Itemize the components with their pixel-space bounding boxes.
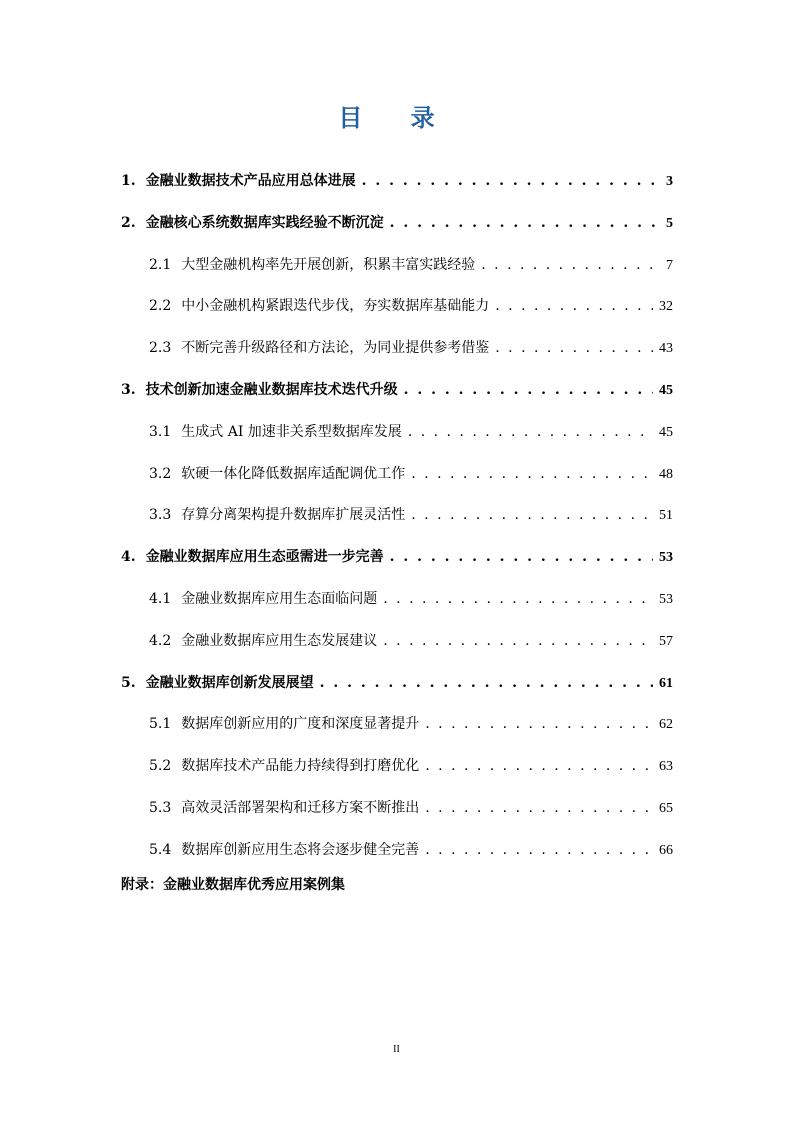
toc-entry[interactable] bbox=[121, 166, 673, 208]
toc-leader-dots bbox=[404, 376, 653, 404]
toc-leader-dots bbox=[383, 585, 653, 613]
toc-title: 目 录 bbox=[338, 103, 455, 132]
toc-entry-title: 存算分离架构提升数据库扩展灵活性 bbox=[181, 507, 406, 524]
toc-entry-number: 3.3 bbox=[149, 507, 172, 524]
toc-entry-title: 技术创新加速金融业数据库技术迭代升级 bbox=[145, 381, 398, 398]
toc-entry-page: 65 bbox=[659, 800, 673, 816]
toc-leader-dots bbox=[495, 334, 653, 362]
toc-entry-title: 数据库技术产品能力持续得到打磨优化 bbox=[181, 758, 420, 775]
toc-entry-page: 53 bbox=[659, 591, 673, 607]
toc-entry[interactable] bbox=[121, 793, 673, 835]
table-of-contents bbox=[121, 166, 673, 877]
appendix-entry[interactable]: 附录：金融业数据库优秀应用案例集 bbox=[121, 877, 345, 893]
toc-entry-number: 4. bbox=[121, 549, 136, 566]
toc-entry-number: 5.3 bbox=[149, 799, 172, 816]
toc-entry-page: 61 bbox=[659, 675, 673, 691]
toc-entry-title: 金融业数据技术产品应用总体进展 bbox=[145, 173, 356, 189]
toc-entry-page: 53 bbox=[659, 550, 673, 566]
toc-entry-page: 63 bbox=[659, 759, 673, 775]
toc-leader-dots bbox=[320, 669, 653, 697]
toc-leader-dots bbox=[411, 460, 653, 488]
toc-entry-number: 5.1 bbox=[149, 716, 172, 733]
toc-entry-page: 5 bbox=[666, 215, 673, 231]
toc-entry-page: 51 bbox=[659, 508, 673, 524]
page-number: II bbox=[393, 1044, 400, 1055]
toc-entry[interactable] bbox=[121, 459, 673, 501]
toc-leader-dots bbox=[362, 167, 660, 195]
toc-entry-title: 不断完善升级路径和方法论，为同业提供参考借鉴 bbox=[181, 340, 490, 357]
toc-entry[interactable] bbox=[121, 250, 673, 292]
toc-entry-page: 62 bbox=[659, 717, 673, 733]
toc-entry-number: 5.4 bbox=[149, 841, 172, 858]
toc-leader-dots bbox=[411, 501, 653, 529]
toc-entry-title: 软硬一体化降低数据库适配调优工作 bbox=[181, 465, 406, 482]
toc-entry-page: 43 bbox=[659, 341, 673, 357]
toc-entry-title: 金融业数据库创新发展展望 bbox=[145, 674, 314, 691]
toc-leader-dots bbox=[383, 627, 653, 655]
toc-entry-number: 2. bbox=[121, 214, 136, 231]
toc-entry[interactable] bbox=[121, 500, 673, 542]
toc-entry[interactable] bbox=[121, 291, 673, 333]
toc-entry-title: 数据库创新应用的广度和深度显著提升 bbox=[181, 716, 420, 733]
toc-entry-number: 5.2 bbox=[149, 758, 172, 775]
toc-entry[interactable] bbox=[121, 333, 673, 375]
toc-entry-title: 生成式 AI 加速非关系型数据库发展 bbox=[181, 423, 402, 440]
toc-entry-number: 2.2 bbox=[149, 298, 172, 315]
toc-entry-title: 金融核心系统数据库实践经验不断沉淀 bbox=[145, 214, 384, 231]
toc-leader-dots bbox=[481, 251, 660, 279]
toc-entry-page: 48 bbox=[659, 466, 673, 482]
toc-entry-title: 大型金融机构率先开展创新，积累丰富实践经验 bbox=[181, 256, 476, 273]
toc-entry-page: 45 bbox=[659, 382, 673, 398]
toc-entry-page: 57 bbox=[659, 633, 673, 649]
toc-entry-page: 32 bbox=[659, 299, 673, 315]
toc-entry[interactable] bbox=[121, 542, 673, 584]
toc-entry-number: 1. bbox=[121, 173, 136, 189]
toc-entry-title: 金融业数据库应用生态亟需进一步完善 bbox=[145, 549, 384, 566]
toc-entry[interactable] bbox=[121, 584, 673, 626]
toc-entry[interactable] bbox=[121, 375, 673, 417]
toc-leader-dots bbox=[425, 752, 653, 780]
toc-entry-title: 高效灵活部署架构和迁移方案不断推出 bbox=[181, 799, 420, 816]
toc-entry-number: 2.1 bbox=[149, 256, 172, 273]
toc-entry-number: 5. bbox=[121, 674, 136, 691]
toc-entry-page: 3 bbox=[666, 174, 673, 189]
toc-entry[interactable] bbox=[121, 751, 673, 793]
toc-entry-title: 中小金融机构紧跟迭代步伐，夯实数据库基础能力 bbox=[181, 298, 490, 315]
toc-entry-title: 金融业数据库应用生态面临问题 bbox=[181, 590, 378, 607]
toc-entry[interactable] bbox=[121, 668, 673, 710]
toc-entry-number: 3.1 bbox=[149, 423, 172, 440]
toc-entry-page: 7 bbox=[666, 257, 673, 273]
toc-entry[interactable] bbox=[121, 208, 673, 250]
toc-entry[interactable] bbox=[121, 709, 673, 751]
toc-entry[interactable] bbox=[121, 626, 673, 668]
toc-entry-number: 4.1 bbox=[149, 590, 172, 607]
toc-leader-dots bbox=[408, 418, 653, 446]
toc-leader-dots bbox=[495, 292, 653, 320]
toc-leader-dots bbox=[425, 836, 653, 864]
toc-entry-page: 66 bbox=[659, 842, 673, 858]
toc-entry[interactable] bbox=[121, 417, 673, 459]
toc-entry-number: 2.3 bbox=[149, 340, 172, 357]
toc-entry-title: 金融业数据库应用生态发展建议 bbox=[181, 632, 378, 649]
toc-entry-page: 45 bbox=[659, 424, 673, 440]
toc-leader-dots bbox=[390, 543, 653, 571]
toc-leader-dots bbox=[390, 209, 660, 237]
toc-entry-number: 3.2 bbox=[149, 465, 172, 482]
toc-leader-dots bbox=[425, 794, 653, 822]
toc-entry-number: 4.2 bbox=[149, 632, 172, 649]
toc-entry[interactable] bbox=[121, 835, 673, 877]
toc-entry-number: 3. bbox=[121, 381, 136, 398]
toc-entry-title: 数据库创新应用生态将会逐步健全完善 bbox=[181, 841, 420, 858]
toc-leader-dots bbox=[425, 710, 653, 738]
